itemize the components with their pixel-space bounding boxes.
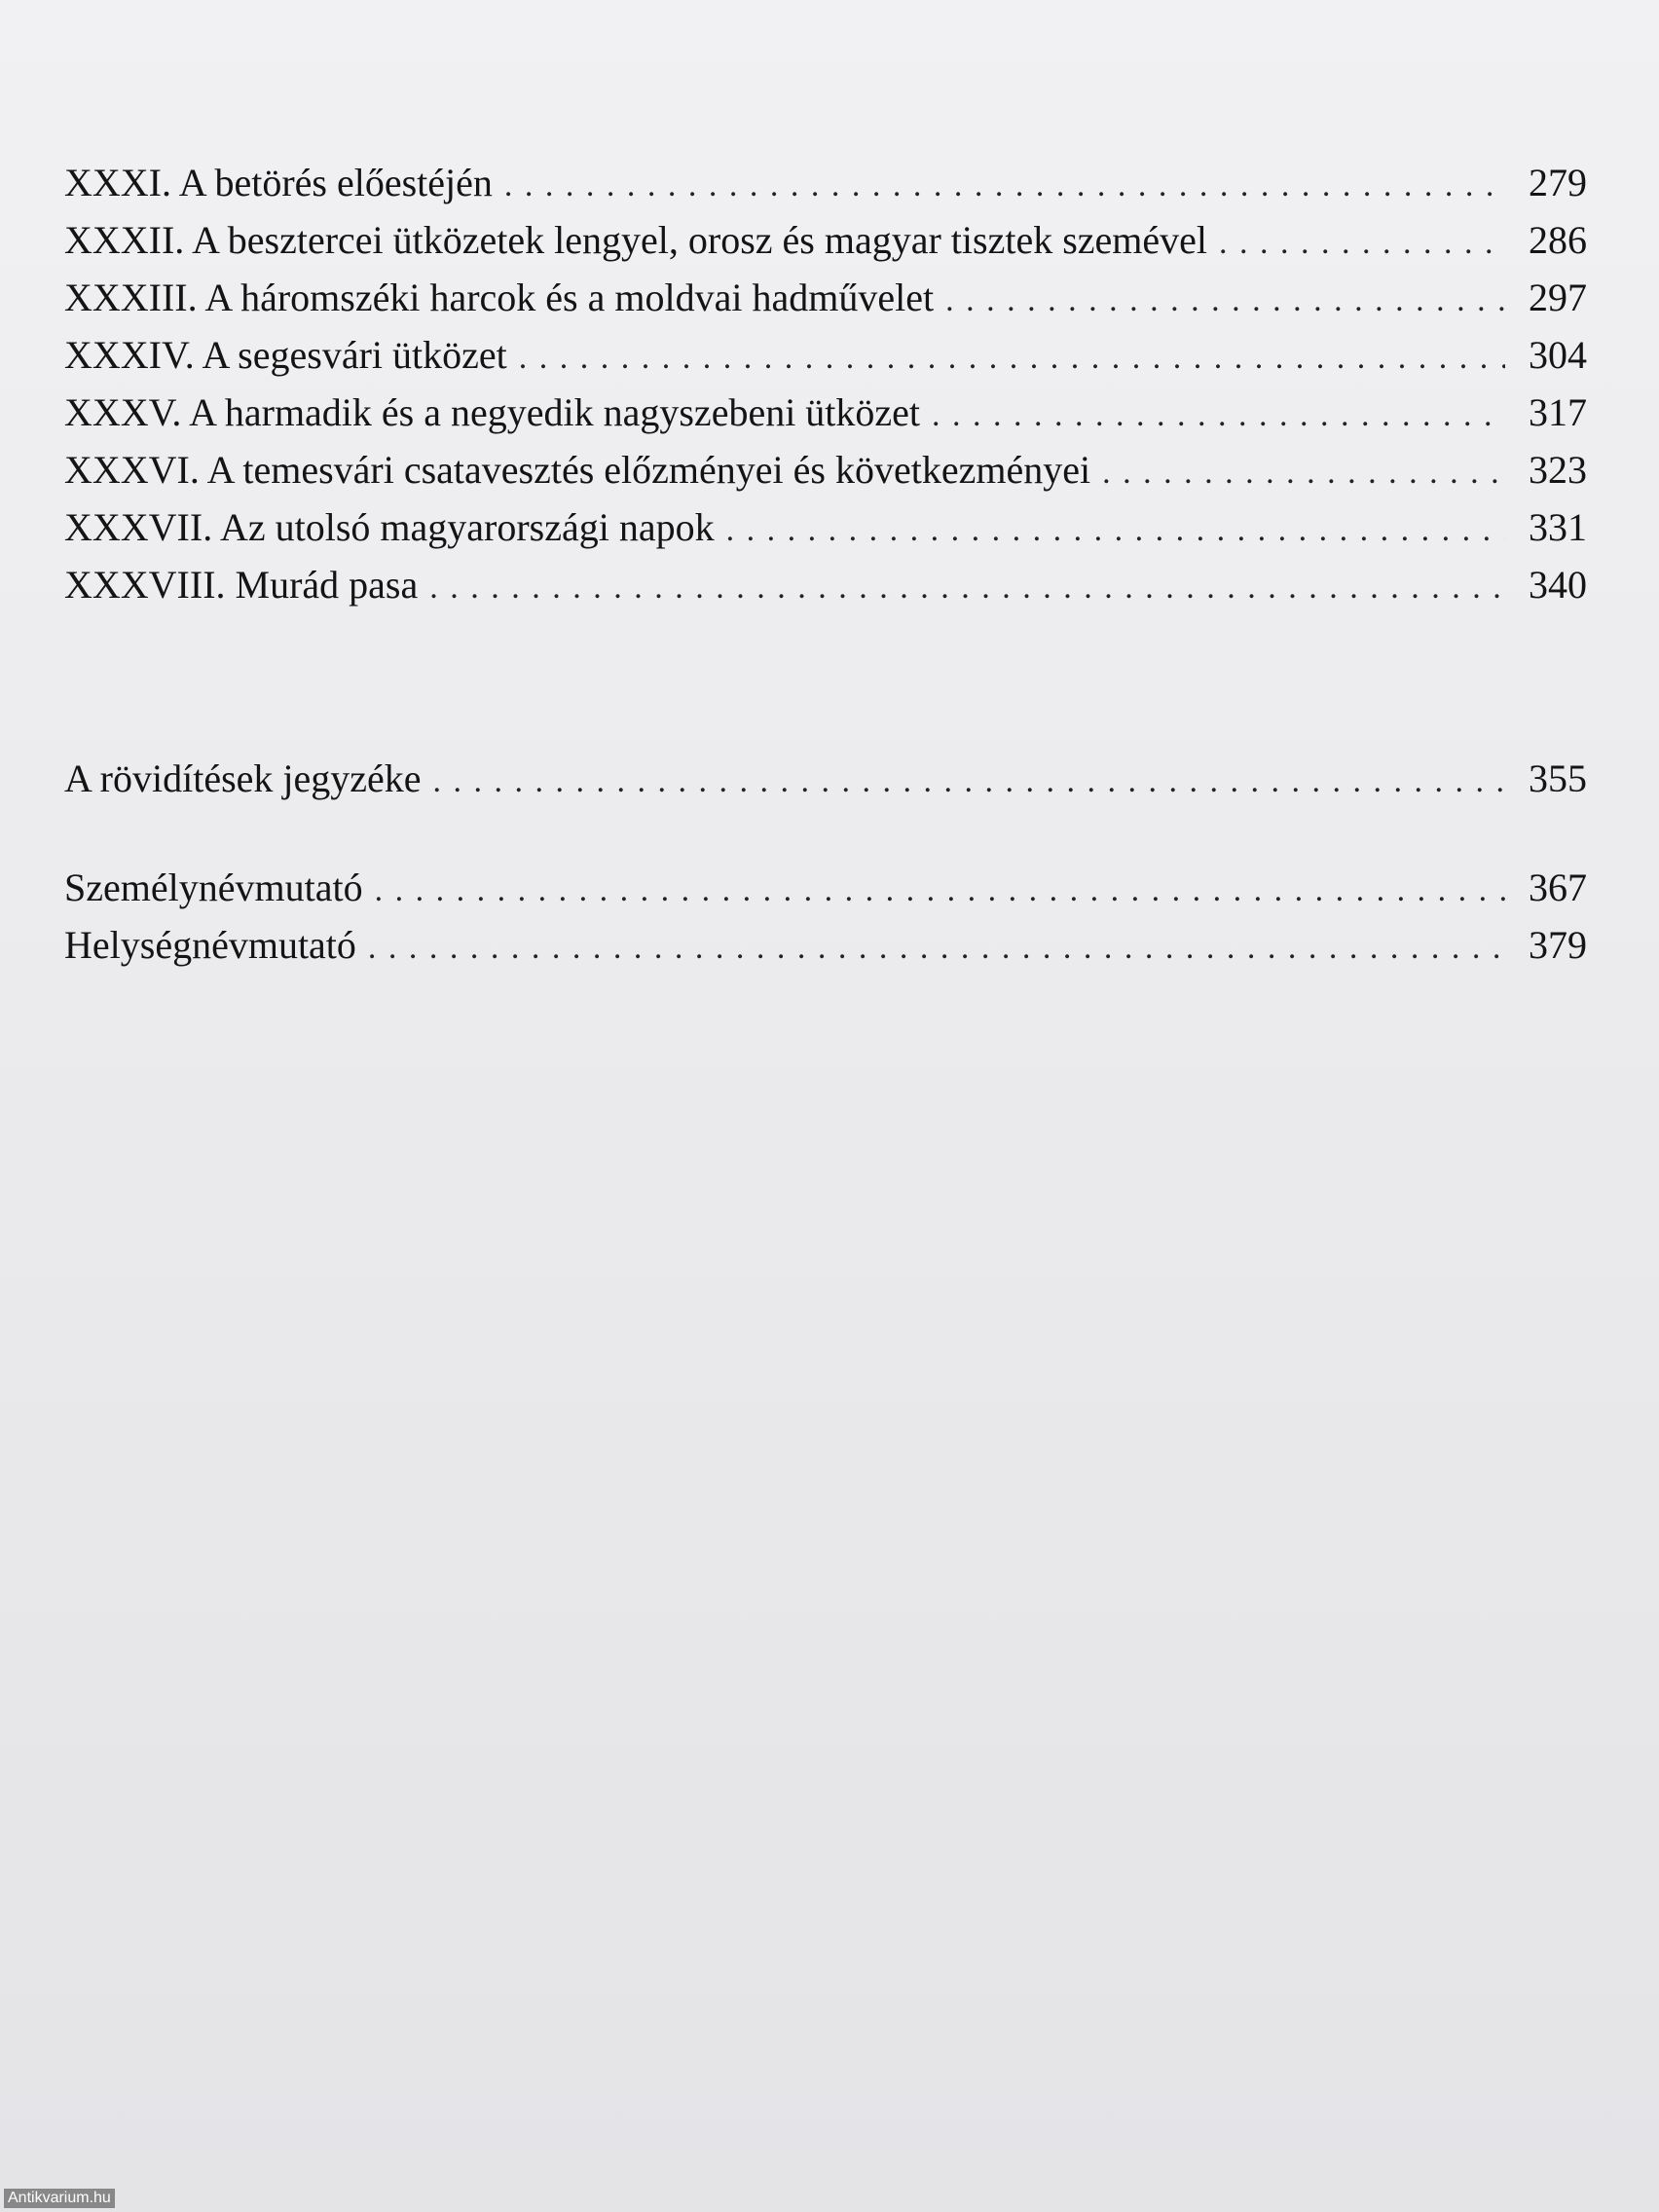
dot-leader [504,159,1505,213]
entry-page-number: 355 [1529,756,1587,800]
entry-page-number: 304 [1529,333,1587,377]
entry-page-number: 331 [1529,505,1587,549]
dot-leader [726,503,1505,558]
entry-title: XXXIII. A háromszéki harcok és a moldvai hadművelet [64,276,935,319]
entry-title: A rövidítések jegyzéke [64,756,422,800]
toc-entry [64,386,1587,443]
toc-entry [64,861,1587,918]
abbreviations-section [64,752,1587,809]
toc-entry [64,328,1587,386]
entry-title: XXXV. A harmadik és a negyedik nagyszebeni ütközet [64,390,921,434]
entry-page-number: 317 [1529,390,1587,434]
toc-entry [64,443,1587,500]
toc-entry [64,156,1587,213]
entry-title: XXXVIII. Murád pasa [64,563,419,607]
dot-leader [368,921,1505,976]
watermark: Antikvarium.hu [4,2189,115,2208]
entry-title: XXXVI. A temesvári csatavesztés előzményei és következményei [64,448,1091,492]
toc-entry [64,918,1587,976]
toc-entry [64,752,1587,809]
entry-title: XXXII. A besztercei ütközetek lengyel, orosz és magyar tisztek szemével [64,218,1208,262]
dot-leader [945,274,1505,328]
entry-title: XXXI. A betörés előestéjén [64,161,493,204]
index-section [64,861,1587,976]
entry-page-number: 323 [1529,448,1587,492]
entry-page-number: 340 [1529,563,1587,607]
entry-title: XXXVII. Az utolsó magyarországi napok [64,505,715,549]
toc-entry [64,213,1587,271]
toc-entry [64,500,1587,558]
toc-entry [64,271,1587,328]
dot-leader [519,331,1505,386]
entry-title: Helységnévmutató [64,923,356,967]
entry-page-number: 379 [1529,923,1587,967]
entry-title: Személynévmutató [64,866,363,909]
dot-leader [1219,216,1505,271]
entry-page-number: 286 [1529,218,1587,262]
entry-page-number: 367 [1529,866,1587,909]
dot-leader [433,755,1505,809]
dot-leader [1102,446,1505,500]
entry-title: XXXIV. A segesvári ütközet [64,333,507,377]
entry-page-number: 297 [1529,276,1587,319]
toc-entry [64,558,1587,615]
entry-page-number: 279 [1529,161,1587,204]
dot-leader [932,388,1505,443]
chapter-list [64,156,1587,615]
dot-leader [375,864,1505,918]
dot-leader [429,561,1505,615]
